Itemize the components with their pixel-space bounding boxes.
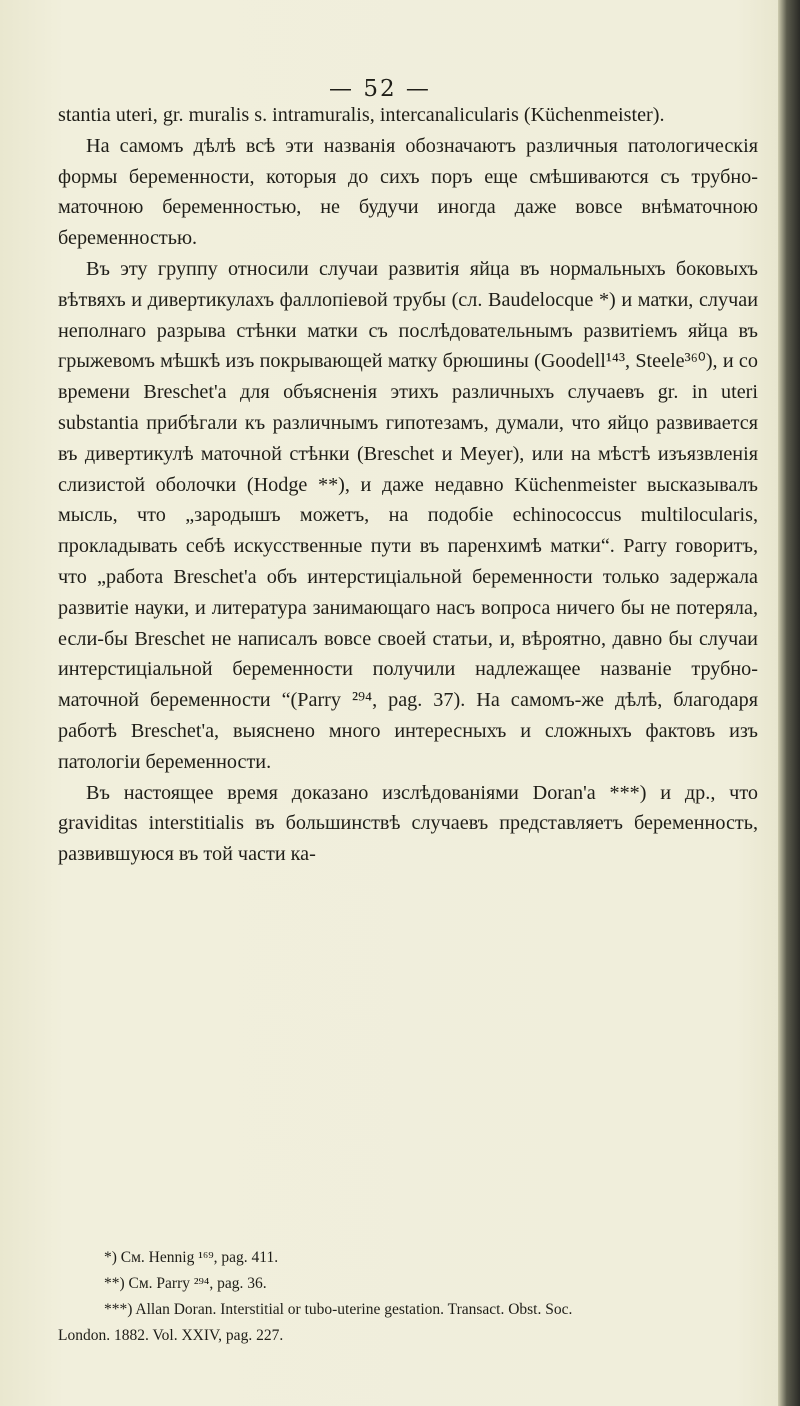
footnote: ***) Allan Doran. Interstitial or tubo-uterine gestation. Transact. Obst. Soc.	[104, 1301, 573, 1318]
paragraph: На самомъ дѣлѣ всѣ эти названія обозначаютъ различныя патологическія формы беременности, которыя до сихъ поръ еще смѣшиваются съ трубно-маточною беременностью, не будучи иногда даже вовсе внѣматочною беременностью.	[58, 134, 758, 250]
body-text	[58, 100, 758, 870]
footnotes	[58, 1245, 763, 1349]
paragraph-continued: stantia uteri, gr. muralis s. intramuralis, intercanalicularis (Küchenmeister).	[58, 104, 665, 126]
footnote: **) См. Parry ²⁹⁴, pag. 36.	[104, 1275, 267, 1292]
footnote-continued: London. 1882. Vol. XXIV, pag. 227.	[58, 1327, 284, 1344]
page-number: — 52 —	[329, 76, 431, 102]
footnote: *) См. Hennig ¹⁶⁹, pag. 411.	[104, 1249, 279, 1266]
paragraph: Въ эту группу относили случаи развитія яйца въ нормальныхъ боковыхъ вѣтвяхъ и дивертикулахъ фаллопіевой трубы (сл. Baudelocque *) и матки, случаи неполнаго разрыва стѣнки матки съ послѣдовательнымъ развитіемъ яйца въ грыжевомъ мѣшкѣ изъ покрывающей матку брюшины (Goodell¹⁴³, Steele³⁶⁰), и со времени Breschet'а для объясненія этихъ различныхъ случаевъ gr. in uteri substantia прибѣгали къ различнымъ гипотезамъ, думали, что яйцо развивается въ дивертикулѣ маточной стѣнки (Breschet и Meyer), или на мѣстѣ изъязвленія слизистой оболочки (Hodge **), и даже недавно Küchenmeister высказывалъ мысль, что „зародышъ можетъ, на подобіе echinococcus multilocularis, прокладывать себѣ искусственные пути въ паренхимѣ матки“. Parry говоритъ, что „работа Breschet'а объ интерстиціальной беременности только задержала развитіе науки, и литература занимающаго насъ вопроса ничего бы не потеряла, если-бы Breschet не написалъ вовсе своей статьи, и, вѣроятно, давно бы случаи интерстиціальной беременности получили надлежащее названіе трубно-маточной беременности “(Parry ²⁹⁴, pag. 37). На самомъ-же дѣлѣ, благодаря работѣ Breschet'а, выяснено много интересныхъ и сложныхъ фактовъ изъ патологіи беременности.	[58, 257, 758, 773]
page-edge-shadow	[778, 0, 800, 1406]
paragraph: Въ настоящее время доказано изслѣдованіями Doran'а ***) и др., что graviditas interstitialis въ большинствѣ случаевъ представляетъ беременность, развившуюся въ той части ка-	[58, 781, 758, 866]
